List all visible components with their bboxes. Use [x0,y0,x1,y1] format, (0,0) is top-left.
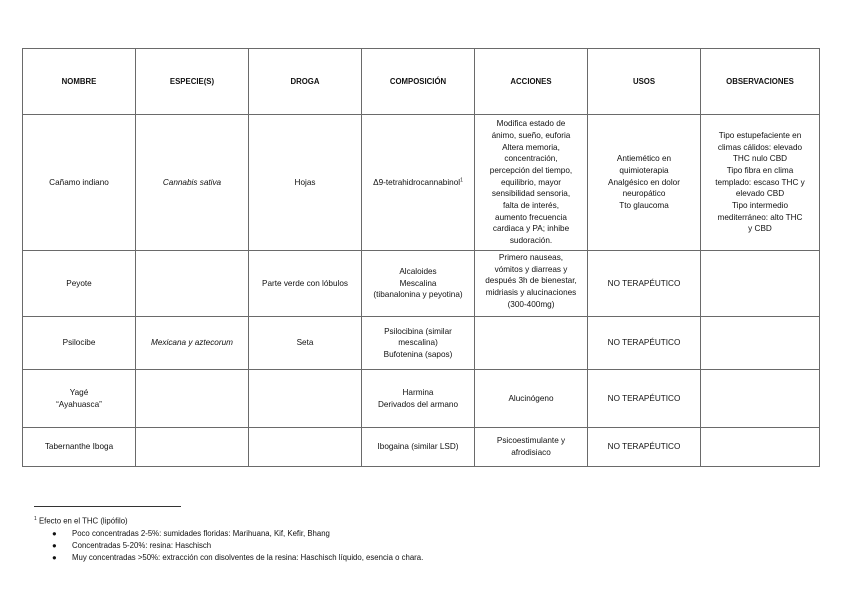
cell-observaciones [701,317,820,370]
footnote-list [34,528,423,564]
cell-composicion: Psilocibina (similar mescalina) Bufotenina (sapos) [362,317,475,370]
cell-especie [136,428,249,467]
cell-usos: NO TERAPÉUTICO [588,251,701,317]
cell-droga: Parte verde con lóbulos [249,251,362,317]
cell-droga: Hojas [249,115,362,251]
table-row [23,370,820,428]
cell-nombre: Peyote [23,251,136,317]
footnote-item-text: Poco concentradas 2-5%: sumidades floridas: Marihuana, Kif, Kefir, Bhang [72,528,330,538]
cell-nombre: Tabernanthe Iboga [23,428,136,467]
header-droga: DROGA [249,49,362,115]
cell-acciones: Primero nauseas, vómitos y diarreas y después 3h de bienestar, midriasis y alucinaciones (300-400mg) [475,251,588,317]
cell-especie [136,370,249,428]
cell-nombre: Cañamo indiano [23,115,136,251]
list-item [52,528,423,540]
cell-droga [249,370,362,428]
cell-acciones [475,317,588,370]
header-observaciones: OBSERVACIONES [701,49,820,115]
cell-usos: NO TERAPÉUTICO [588,317,701,370]
footnote-item-text: Muy concentradas >50%: extracción con disolventes de la resina: Haschisch líquido, esencia o chara. [72,552,424,562]
composicion-text: Δ9-tetrahidrocannabinol [373,177,461,187]
cell-usos: NO TERAPÉUTICO [588,428,701,467]
cell-especie [136,251,249,317]
bullet-icon: ● [52,540,57,550]
cell-droga [249,428,362,467]
footnote-title: Efecto en el THC (lipófilo) [36,516,128,526]
drugs-table [22,48,820,467]
cell-composicion: Ibogaina (similar LSD) [362,428,475,467]
footnote-separator [34,506,181,507]
cell-observaciones: Tipo estupefaciente en climas cálidos: elevado THC nulo CBD Tipo fibra en clima templado: escaso THC y elevado CBD Tipo intermedio mediterráneo: alto THC y CBD [701,115,820,251]
cell-composicion [362,115,475,251]
footnote [34,513,423,564]
cell-droga: Seta [249,317,362,370]
cell-composicion: Alcaloides Mescalina (tibanalonina y peyotina) [362,251,475,317]
header-composicion: COMPOSICIÓN [362,49,475,115]
header-acciones: ACCIONES [475,49,588,115]
table-row [23,428,820,467]
footnote-item-text: Concentradas 5-20%: resina: Haschisch [72,540,212,550]
cell-acciones: Psicoestimulante y afrodisiaco [475,428,588,467]
footnote-ref: 1 [460,176,463,183]
cell-acciones: Modifica estado de ánimo, sueño, euforia Altera memoria, concentración, percepción del tiempo, equilibrio, mayor sensibilidad sensoria, falta de interés, aumento frecuencia cardiaca y PA; inhibe sudoración. [475,115,588,251]
cell-nombre: Yagé “Ayahuasca” [23,370,136,428]
bullet-icon: ● [52,528,57,538]
list-item [52,540,423,552]
cell-usos: Antiemético en quimioterapia Analgésico en dolor neuropático Tto glaucoma [588,115,701,251]
cell-especie: Cannabis sativa [136,115,249,251]
list-item [52,552,424,564]
table-row [23,317,820,370]
table-header-row [23,49,820,115]
cell-acciones: Alucinógeno [475,370,588,428]
table-row [23,115,820,251]
header-usos: USOS [588,49,701,115]
cell-nombre: Psilocibe [23,317,136,370]
header-nombre: NOMBRE [23,49,136,115]
cell-composicion: Harmina Derivados del armano [362,370,475,428]
cell-observaciones [701,428,820,467]
cell-observaciones [701,251,820,317]
cell-usos: NO TERAPÉUTICO [588,370,701,428]
footnote-title-line [34,513,423,528]
bullet-icon: ● [52,552,57,562]
cell-observaciones [701,370,820,428]
footnote-marker: 1 [34,516,37,522]
cell-especie: Mexicana y aztecorum [136,317,249,370]
table-row [23,251,820,317]
header-especies: ESPECIE(S) [136,49,249,115]
